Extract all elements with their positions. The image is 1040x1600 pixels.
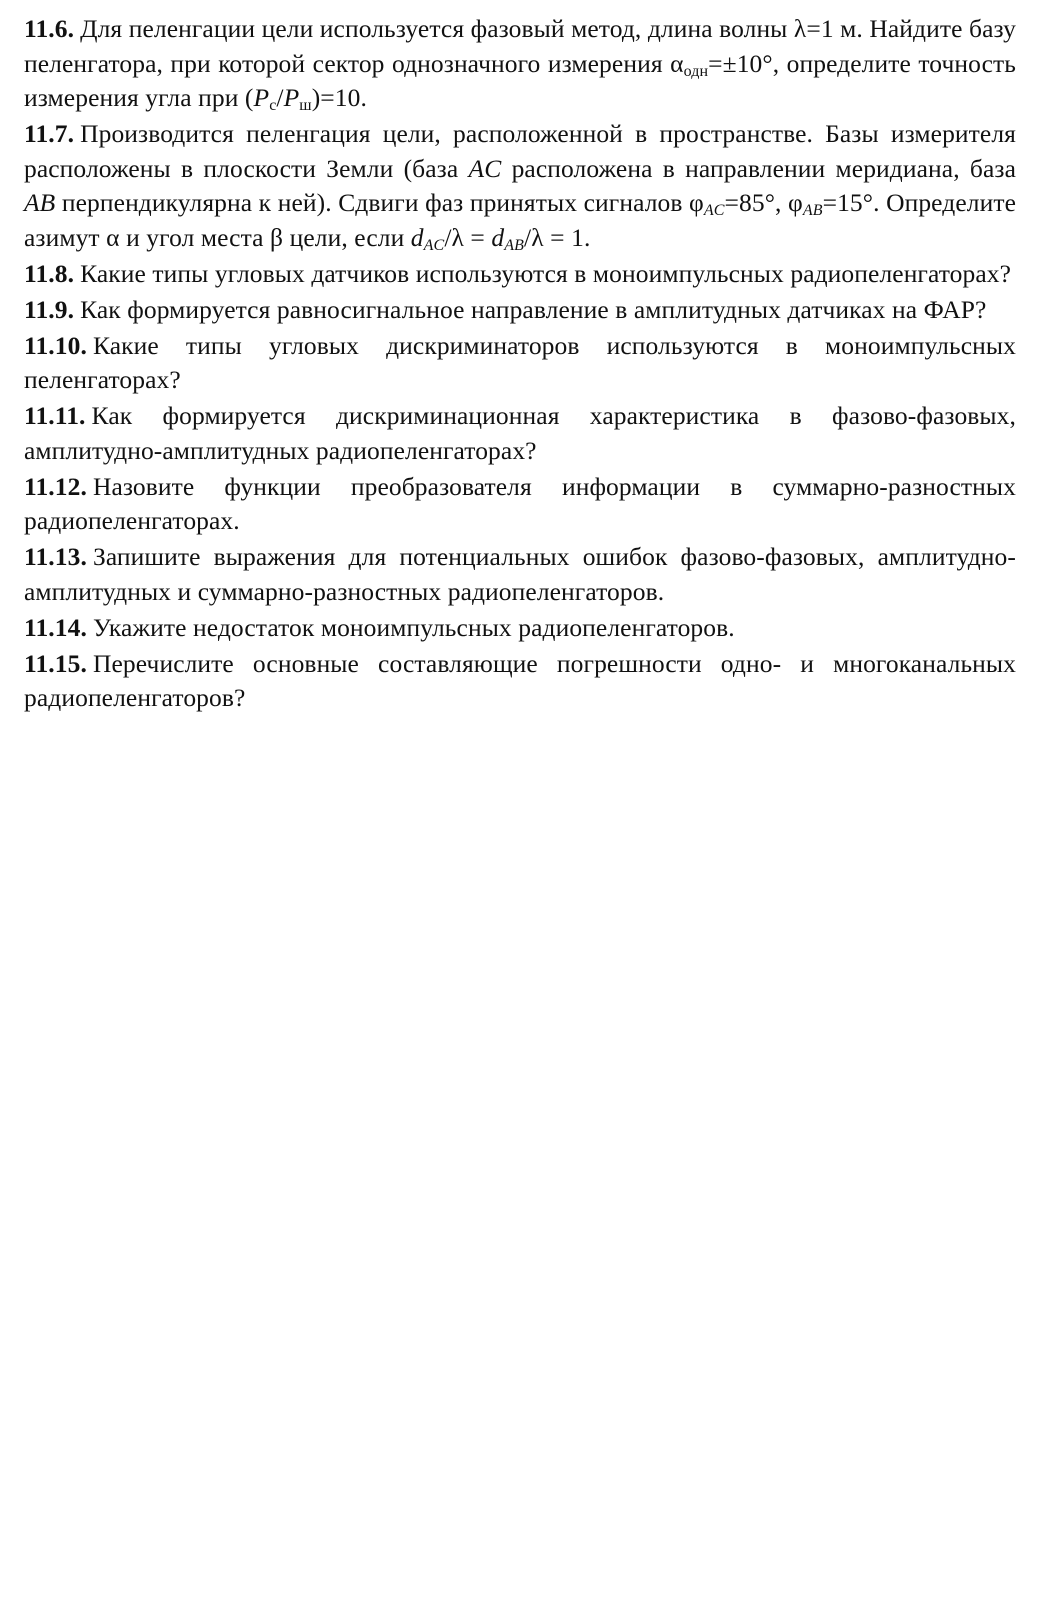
problem-number: 11.15. bbox=[24, 648, 87, 678]
problem-text: =85°, φ bbox=[724, 188, 803, 217]
subscript: AB bbox=[802, 202, 823, 219]
problem-11-8 bbox=[24, 257, 1016, 292]
problem-text: Перечислите основные составляющие погрешности одно- и многоканальных радиопеленгаторов? bbox=[24, 648, 1016, 712]
problem-11-6 bbox=[24, 12, 1016, 116]
problem-text: Как формируется дискриминационная характеристика в фазово-фазовых, амплитудно-амплитудных радиопеленгаторах? bbox=[24, 401, 1016, 465]
math-symbol: P bbox=[283, 83, 300, 112]
math-symbol: d bbox=[410, 222, 424, 252]
problem-number: 11.12. bbox=[24, 471, 87, 501]
problem-text: =15°. Определите азимут α и угол места β цели, если bbox=[24, 188, 1016, 252]
subscript: c bbox=[269, 97, 277, 114]
problem-11-12 bbox=[24, 470, 1016, 539]
problem-text: Укажите недостаток моноимпульсных радиопеленгаторов. bbox=[92, 612, 735, 642]
problem-list bbox=[24, 12, 1016, 717]
problem-number: 11.11. bbox=[24, 401, 86, 430]
problem-number: 11.13. bbox=[24, 542, 87, 571]
problem-text: Какие типы угловых дискриминаторов используются в моноимпульсных пеленгаторах? bbox=[24, 330, 1016, 394]
subscript: AC bbox=[423, 236, 445, 254]
problem-text: Какие типы угловых датчиков используются в моноимпульсных радиопеленгаторах? bbox=[80, 258, 1012, 288]
problem-text: Производится пеленгация цели, расположенной в пространстве. Базы измерителя расположены в плоскости Земли (база bbox=[24, 119, 1016, 183]
problem-11-10 bbox=[24, 329, 1016, 398]
problem-text: Назовите функции преобразователя информации в суммарно-разностных радиопеленгаторах. bbox=[24, 471, 1016, 535]
problem-number: 11.9. bbox=[24, 294, 75, 324]
math-symbol: AB bbox=[24, 188, 56, 217]
math-symbol: d bbox=[491, 222, 505, 252]
problem-number: 11.10. bbox=[24, 330, 87, 360]
problem-number: 11.14. bbox=[24, 612, 87, 642]
problem-text: /λ = bbox=[444, 222, 492, 252]
problem-number: 11.6. bbox=[24, 14, 75, 43]
problem-text: /λ = 1. bbox=[524, 222, 591, 252]
subscript: AC bbox=[703, 202, 725, 219]
problem-text: Запишите выражения для потенциальных ошибок фазово-фазовых, амплитудно-амплитудных и суммарно-разностных радиопеленгаторов. bbox=[24, 542, 1016, 606]
math-symbol: AC bbox=[468, 153, 502, 183]
problem-11-13 bbox=[24, 540, 1016, 609]
problem-11-14 bbox=[24, 611, 1016, 646]
problem-11-7 bbox=[24, 117, 1016, 255]
problem-11-15 bbox=[24, 647, 1016, 716]
problem-11-11 bbox=[24, 399, 1016, 468]
problem-text: перпендикулярна к ней). Сдвиги фаз принятых сигналов φ bbox=[55, 188, 704, 217]
problem-text: =±10°, определите точность измерения угла при ( bbox=[24, 48, 1016, 112]
problem-11-9 bbox=[24, 293, 1016, 328]
subscript: одн bbox=[683, 62, 709, 80]
subscript: ш bbox=[299, 97, 312, 114]
problem-number: 11.7. bbox=[24, 119, 75, 148]
problem-number: 11.8. bbox=[24, 258, 75, 288]
problem-text: Как формируется равносигнальное направление в амплитудных датчиках на ФАР? bbox=[80, 294, 987, 324]
problem-text: расположена в направлении меридиана, база bbox=[501, 153, 1017, 183]
math-symbol: / bbox=[276, 83, 284, 112]
problem-text: Для пеленгации цели используется фазовый метод, длина волны λ=1 м. Найдите базу пеленгатора, при которой сектор однозначного измерения α bbox=[24, 14, 1016, 78]
math-symbol: P bbox=[253, 83, 270, 112]
problem-text: )=10. bbox=[311, 83, 367, 112]
subscript: AB bbox=[504, 236, 525, 254]
